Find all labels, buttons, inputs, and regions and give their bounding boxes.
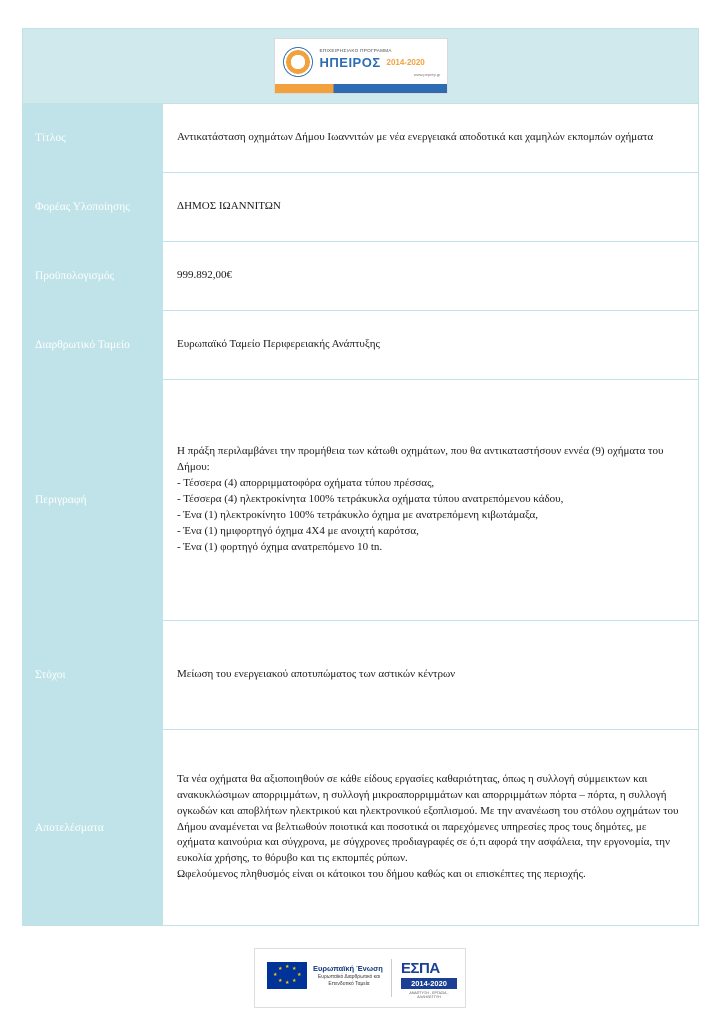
table-row [23,621,699,730]
description-line: - Τέσσερα (4) απορριμματοφόρα οχήματα τύπου πρέσσας, [177,477,435,490]
espa-eu-logo [254,948,466,1008]
row-label-budget: Προϋπολογισμός [23,242,163,311]
logo-header-row [23,29,699,104]
results-paragraph: Τα νέα οχήματα θα αξιοποιηθούν σε κάθε είδους εργασίες καθαριότητας, όπως η συλλογή σύμμεικτων και ανακυκλώσιμων απορριμμάτων, η συλλογή μικροαπορριμμάτων και απορριμμάτων πόρτα – πόρτα, η συλλογή ογκωδών και αποβλήτων ηλεκτρικού και ηλεκτρονικού εξοπλισμού. Με την ανανέωση του στόλου οχημάτων του Δήμου αναμένεται να βελτιωθούν ποιοτικά και ποσοτικά οι παρεχόμενες υπηρεσίες προς τους δημότες, με οχήματα καινούρια και σύγχρονα, με σύγχρονες προδιαγραφές σε ό,τι αφορά την ασφάλεια, την εργονομία, την ευκολία χρήσης, το θόρυβο και τις εκπομπές ρύπων. [177,772,681,865]
row-value-implementing-body: ΔΗΜΟΣ ΙΩΑΝΝΙΤΩΝ [163,173,699,242]
table-row [23,380,699,621]
eu-subtitle: Ευρωπαϊκό Διαρθρωτικό και Επενδυτικό Ταμεία [317,974,381,987]
eu-title: Ευρωπαϊκή Ένωση [313,964,383,973]
row-value-results [163,730,699,926]
description-line: - Τέσσερα (4) ηλεκτροκίνητα 100% τετράκυκλα οχήματα τύπου ανατρεπόμενου κάδου, [177,493,564,506]
table-row [23,104,699,173]
espa-wordmark: ΕΣΠΑ [401,960,440,977]
footer-logo-area [22,926,698,1013]
program-label: ΕΠΙΧΕΙΡΗΣΙΑΚΟ ΠΡΟΓΡΑΜΜΑ [319,48,392,53]
row-label-results: Αποτελέσματα [23,730,163,926]
program-name: ΗΠΕΙΡΟΣ [319,55,381,70]
row-label-goals: Στόχοι [23,621,163,730]
table-row [23,730,699,926]
eu-stars-icon: ★ ★ ★ ★ ★ ★ ★ ★ [273,965,302,986]
description-line: Η πράξη περιλαμβάνει την προμήθεια των κάτωθι οχημάτων, που θα αντικαταστήσουν εννέα (9) οχήματα του Δήμου: [177,445,666,474]
row-label-structural-fund: Διαρθρωτικό Ταμείο [23,311,163,380]
results-paragraph: Ωφελούμενος πληθυσμός είναι οι κάτοικοι του δήμου καθώς και οι επισκέπτες της περιοχής. [177,868,586,881]
espa-years: 2014-2020 [401,978,457,989]
espa-tagline: ΑΝΑΠΤΥΞΗ - ΕΡΓΑΣΙΑ - ΑΛΛΗΛΕΓΓΥΗ [409,991,449,999]
epirus-program-logo [274,38,448,94]
header-logo-cell [23,29,699,104]
table-row [23,173,699,242]
project-info-table [22,28,699,926]
logo-divider [391,959,392,997]
row-value-goals: Μείωση του ενεργειακού αποτυπώματος των αστικών κέντρων [163,621,699,730]
description-line: - Ένα (1) φορτηγό όχημα ανατρεπόμενο 10 tn. [177,540,383,553]
program-color-bar [275,84,447,93]
row-label-description: Περιγραφή [23,380,163,621]
program-url: www.peprep.gr [413,72,441,77]
row-label-implementing-body: Φορέας Υλοποίησης [23,173,163,242]
table-row [23,311,699,380]
description-line: - Ένα (1) ημιφορτηγό όχημα 4Χ4 με ανοιχτή καρότσα, [177,524,419,537]
row-label-title: Τίτλος [23,104,163,173]
row-value-structural-fund: Ευρωπαϊκό Ταμείο Περιφερειακής Ανάπτυξης [163,311,699,380]
program-years: 2014-2020 [386,58,425,67]
program-emblem-icon [283,47,313,77]
description-line: - Ένα (1) ηλεκτροκίνητο 100% τετράκυκλο όχημα με ανατρεπόμενη κιβωτάμαξα, [177,508,538,521]
row-value-description [163,380,699,621]
table-row [23,242,699,311]
row-value-budget: 999.892,00€ [163,242,699,311]
row-value-title: Αντικατάσταση οχημάτων Δήμου Ιωαννιτών με νέα ενεργειακά αποδοτικά και χαμηλών εκπομπών οχήματα [163,104,699,173]
